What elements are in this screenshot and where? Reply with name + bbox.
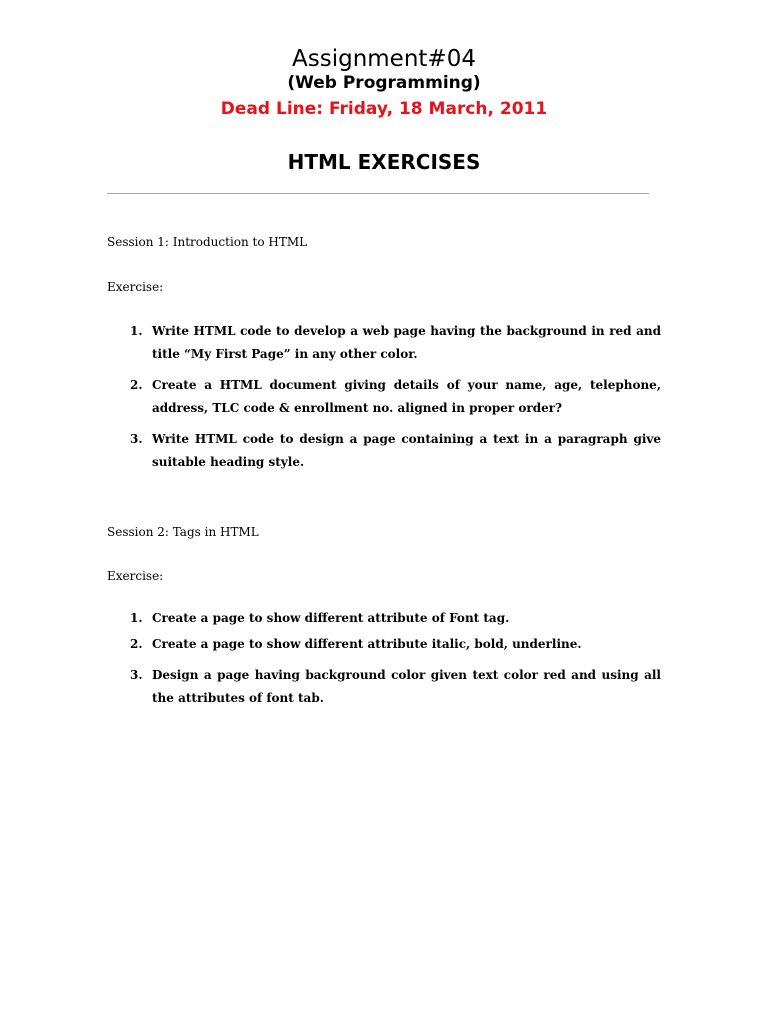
list-item-text: Write HTML code to design a page containing a text in a paragraph give suitable heading style. (152, 432, 661, 469)
exercises-heading: HTML EXERCISES (287, 150, 481, 174)
session-2-title: Session 2: Tags in HTML (107, 525, 259, 539)
deadline-text: Dead Line: Friday, 18 March, 2011 (220, 99, 548, 119)
list-item (107, 374, 661, 420)
session-1-exercise-label: Exercise: (107, 280, 164, 294)
list-item-number: 2. (130, 378, 143, 392)
list-item-text: Design a page having background color given text color red and using all the attributes of font tab. (152, 668, 661, 705)
assignment-title: Assignment#04 (292, 46, 476, 72)
list-item (107, 428, 661, 474)
list-item-number: 1. (130, 324, 143, 338)
list-item (107, 664, 661, 710)
course-subtitle: (Web Programming) (287, 73, 481, 93)
list-item-text: Create a page to show different attribute italic, bold, underline. (152, 637, 582, 651)
list-item (107, 633, 661, 656)
list-item (107, 320, 661, 366)
list-item-number: 3. (130, 668, 143, 682)
list-item-text: Write HTML code to develop a web page having the background in red and title “My First Page” in any other color. (152, 324, 661, 361)
list-item (107, 607, 661, 630)
list-item-text: Create a HTML document giving details of your name, age, telephone, address, TLC code & enrollment no. aligned in proper order? (152, 378, 661, 415)
horizontal-divider (107, 193, 649, 194)
session-1-exercise-list (107, 320, 661, 474)
session-2-exercise-label: Exercise: (107, 569, 164, 583)
session-2-exercise-list (107, 607, 661, 710)
list-item-text: Create a page to show different attribute of Font tag. (152, 611, 510, 625)
list-item-number: 3. (130, 432, 143, 446)
list-item-number: 1. (130, 611, 143, 625)
list-item-number: 2. (130, 637, 143, 651)
session-1-title: Session 1: Introduction to HTML (107, 235, 308, 249)
